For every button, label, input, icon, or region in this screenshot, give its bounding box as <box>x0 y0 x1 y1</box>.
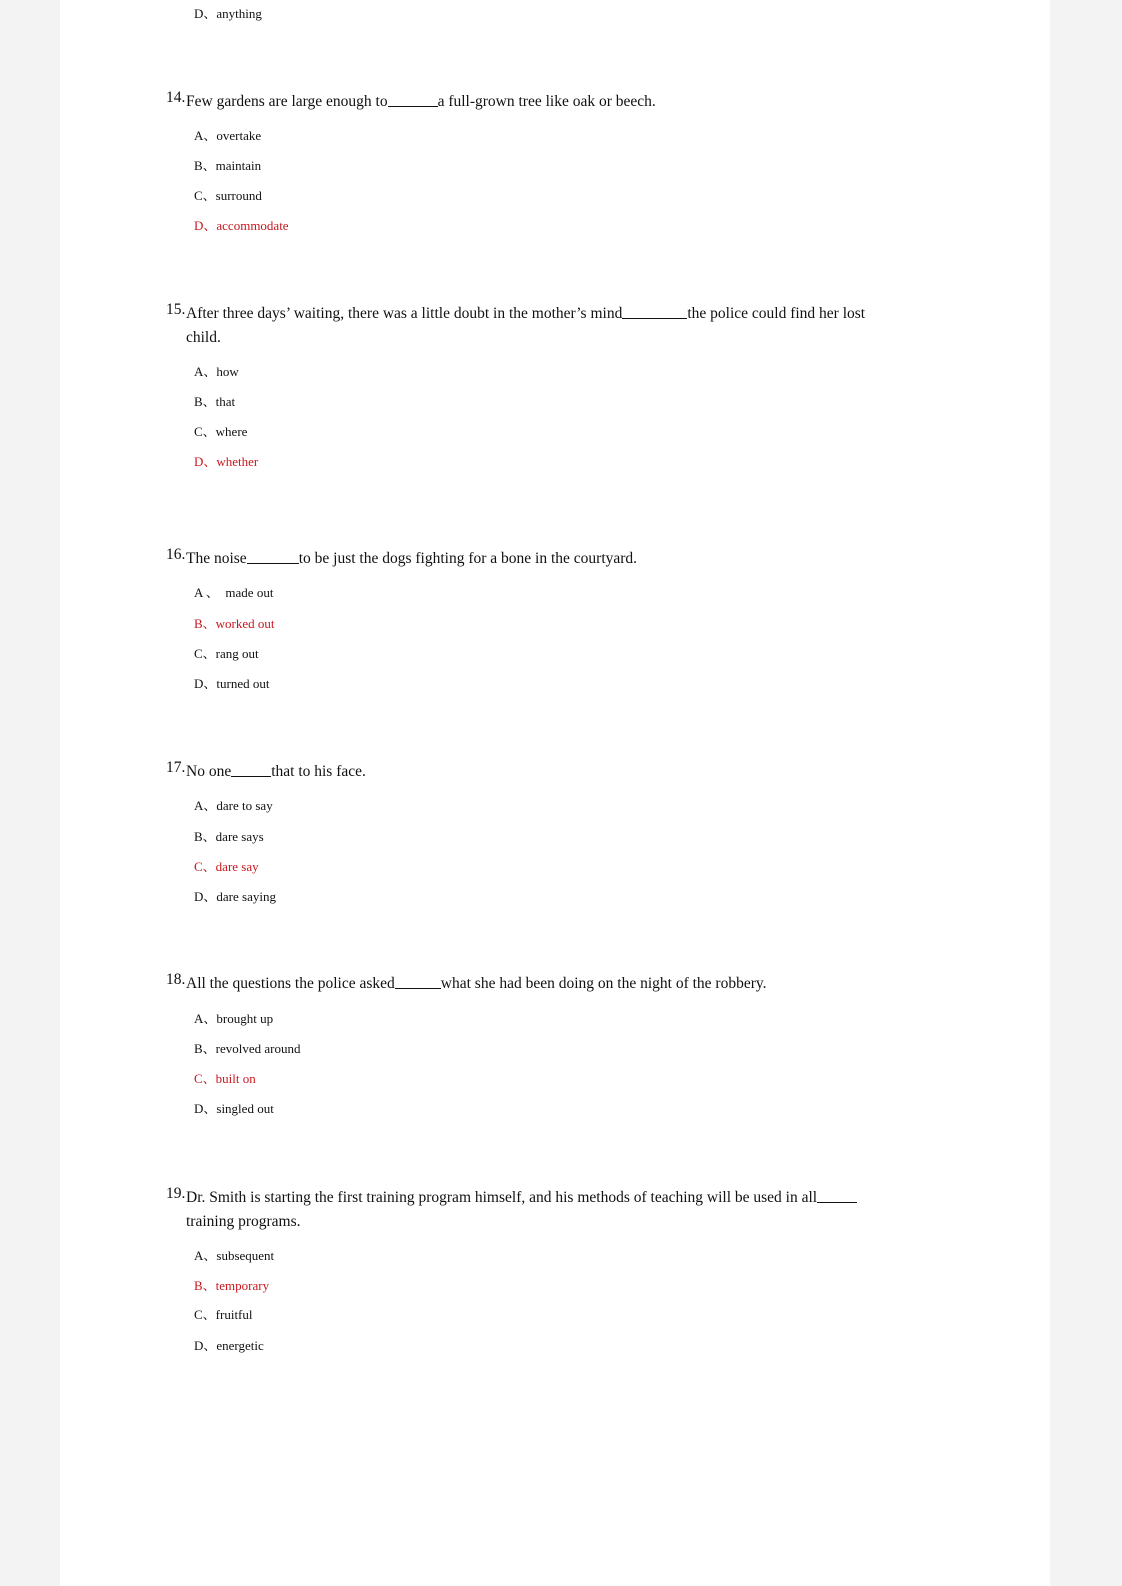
option-d[interactable]: D、singled out <box>194 1101 274 1116</box>
question-17 <box>166 759 866 904</box>
question-stem: 18. All the questions the police asked what she had been doing on the night of the robbery. <box>166 972 866 996</box>
question-number: 14. <box>166 89 186 106</box>
option-a[interactable]: A、brought up <box>194 1011 274 1026</box>
option-b[interactable]: B、that <box>194 394 236 409</box>
answer-blank <box>622 303 687 319</box>
question-number: 16. <box>166 546 186 563</box>
question-16 <box>166 546 866 691</box>
option-b[interactable]: B、maintain <box>194 158 262 173</box>
document-page <box>60 0 1050 1586</box>
option-d[interactable]: D、dare saying <box>194 889 276 904</box>
question-stem: 19. Dr. Smith is starting the first training program himself, and his methods of teaching will be used in alltraining programs. <box>166 1186 866 1234</box>
option-c[interactable]: C、where <box>194 424 248 439</box>
option-d[interactable]: D、turned out <box>194 676 270 691</box>
answer-blank <box>247 548 299 564</box>
option-c-correct[interactable]: C、built on <box>194 1071 256 1086</box>
option-a[interactable]: A、subsequent <box>194 1248 275 1263</box>
question-number: 18. <box>166 971 186 988</box>
option-b[interactable]: B、dare says <box>194 829 264 844</box>
option-a[interactable]: A、overtake <box>194 128 262 143</box>
option-c[interactable]: C、fruitful <box>194 1307 253 1322</box>
question-stem: 14. Few gardens are large enough to a full-grown tree like oak or beech. <box>166 90 866 114</box>
question-stem: 17. No one that to his face. <box>166 760 866 784</box>
question-number: 19. <box>166 1185 186 1202</box>
option-c[interactable]: C、surround <box>194 188 262 203</box>
option-a[interactable]: A 、 made out <box>194 585 274 600</box>
option-d-correct[interactable]: D、accommodate <box>194 218 289 233</box>
option-b[interactable]: B、revolved around <box>194 1041 301 1056</box>
option-c-correct[interactable]: C、dare say <box>194 859 259 874</box>
option-b-correct[interactable]: B、temporary <box>194 1278 270 1293</box>
question-18 <box>166 971 866 1116</box>
question-15 <box>166 301 866 469</box>
option-d-correct[interactable]: D、whether <box>194 454 259 469</box>
question-number: 17. <box>166 759 186 776</box>
question-19 <box>166 1185 866 1353</box>
answer-blank <box>231 761 271 777</box>
answer-blank <box>388 91 438 107</box>
option-a[interactable]: A、how <box>194 364 239 379</box>
option-d[interactable]: D、anything <box>194 6 262 21</box>
question-number: 15. <box>166 301 186 318</box>
answer-blank <box>395 973 441 989</box>
question-stem: 15. After three days’ waiting, there was a little doubt in the mother’s mind the police could find her lost child. <box>166 302 866 350</box>
question-14 <box>166 89 866 233</box>
option-b-correct[interactable]: B、worked out <box>194 616 275 631</box>
option-d[interactable]: D、energetic <box>194 1338 264 1353</box>
option-a[interactable]: A、dare to say <box>194 798 273 813</box>
option-c[interactable]: C、rang out <box>194 646 259 661</box>
answer-blank <box>817 1187 857 1203</box>
question-stem: 16. The noise to be just the dogs fighting for a bone in the courtyard. <box>166 547 866 571</box>
